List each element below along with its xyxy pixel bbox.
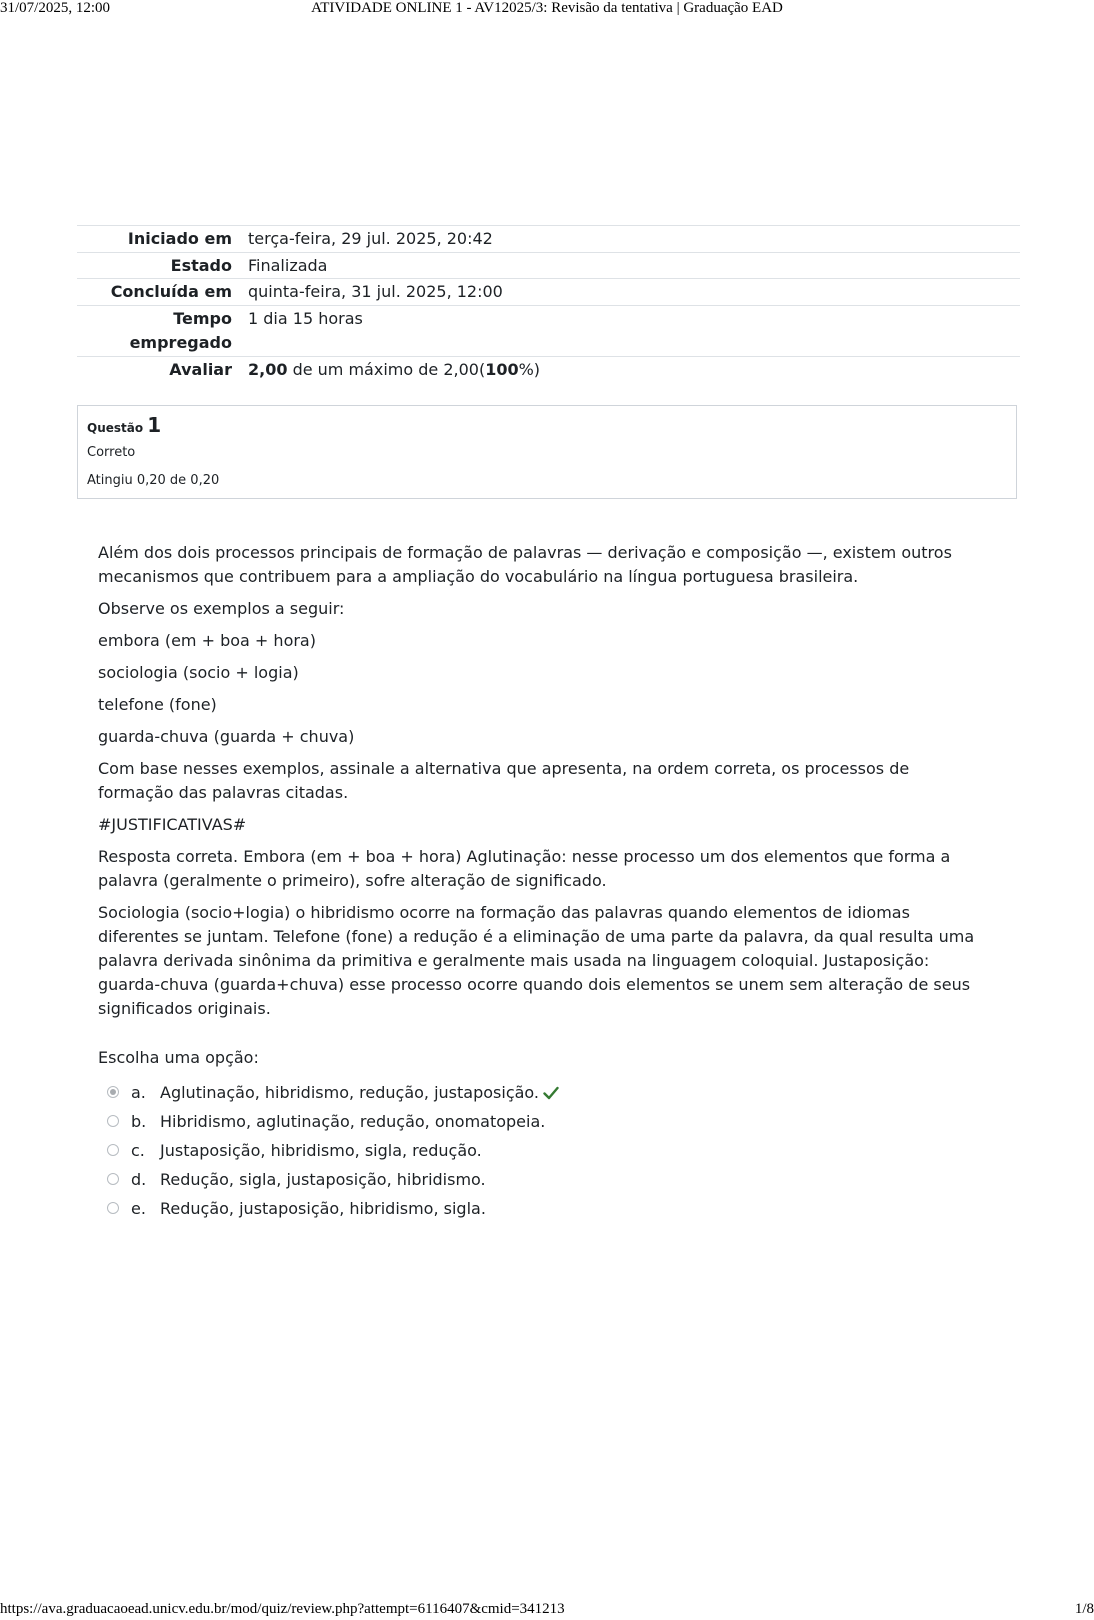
grade-value bbox=[248, 356, 1020, 382]
radio-selected-icon[interactable] bbox=[107, 1086, 119, 1098]
print-page-number: 1/8 bbox=[1074, 1601, 1094, 1617]
question-paragraph: sociologia (socio + logia) bbox=[98, 663, 299, 682]
time-value: 1 dia 15 horas bbox=[248, 308, 363, 328]
question-number bbox=[87, 413, 161, 437]
correct-check-icon bbox=[543, 1086, 559, 1100]
option-text: Redução, sigla, justaposição, hibridismo. bbox=[160, 1170, 486, 1189]
question-label: Questão bbox=[87, 421, 144, 435]
grade-middle: de um máximo de 2,00( bbox=[287, 359, 486, 379]
summary-row-state bbox=[77, 252, 1020, 279]
time-label-line-2: empregado bbox=[129, 333, 232, 352]
grade-score: 2,00 bbox=[248, 359, 288, 379]
question-paragraph: Com base nesses exemplos, assinale a alternativa que apresenta, na ordem correta, os processos de formação das palavras citadas. bbox=[98, 759, 910, 802]
grade-end: %) bbox=[518, 359, 541, 379]
question-paragraph: Observe os exemplos a seguir: bbox=[98, 599, 345, 618]
attempt-summary-table bbox=[77, 225, 1020, 382]
option-letter: b. bbox=[131, 1112, 147, 1131]
question-mark: Atingiu 0,20 de 0,20 bbox=[87, 473, 220, 488]
option-letter: e. bbox=[131, 1199, 146, 1218]
print-date: 31/07/2025, 12:00 bbox=[0, 0, 111, 16]
choose-option-prompt: Escolha uma opção: bbox=[98, 1048, 259, 1067]
time-label bbox=[77, 305, 248, 356]
option-letter: d. bbox=[131, 1170, 147, 1189]
option-text: Redução, justaposição, hibridismo, sigla. bbox=[160, 1199, 486, 1218]
radio-icon[interactable] bbox=[107, 1144, 119, 1156]
option-text: Aglutinação, hibridismo, redução, justaposição. bbox=[160, 1083, 540, 1102]
completed-label: Concluída em bbox=[110, 282, 232, 301]
state-value: Finalizada bbox=[248, 255, 328, 275]
question-paragraph: Além dos dois processos principais de formação de palavras — derivação e composição —, existem outros mecanismos que contribuem para a ampliação do vocabulário na língua portuguesa brasileira. bbox=[98, 543, 952, 586]
grade-label: Avaliar bbox=[169, 359, 232, 379]
started-value: terça-feira, 29 jul. 2025, 20:42 bbox=[248, 229, 493, 248]
option-text: Justaposição, hibridismo, sigla, redução. bbox=[160, 1141, 482, 1160]
question-info-box bbox=[77, 405, 1017, 499]
question-number-value: 1 bbox=[147, 413, 162, 437]
radio-icon[interactable] bbox=[107, 1115, 119, 1127]
question-paragraph: guarda-chuva (guarda + chuva) bbox=[98, 727, 355, 746]
started-label: Iniciado em bbox=[127, 229, 232, 248]
grade-percent: 100 bbox=[485, 359, 519, 379]
radio-icon[interactable] bbox=[107, 1173, 119, 1185]
print-footer bbox=[0, 1602, 1094, 1620]
state-label: Estado bbox=[170, 255, 232, 275]
print-header bbox=[0, 0, 1094, 18]
print-page-title: ATIVIDADE ONLINE 1 - AV12025/3: Revisão da tentativa | Graduação EAD bbox=[311, 0, 783, 16]
print-url: https://ava.graduacaoead.unicv.edu.br/mod/quiz/review.php?attempt=6116407&cmid=341213 bbox=[0, 1601, 565, 1617]
summary-row-started bbox=[77, 226, 1020, 253]
question-paragraph: Resposta correta. Embora (em + boa + hora) Aglutinação: nesse processo um dos elementos que forma a palavra (geralmente o primeiro), sofre alteração de significado. bbox=[98, 847, 951, 890]
option-letter: c. bbox=[131, 1141, 145, 1160]
summary-row-grade bbox=[77, 356, 1020, 382]
radio-icon[interactable] bbox=[107, 1202, 119, 1214]
option-text: Hibridismo, aglutinação, redução, onomatopeia. bbox=[160, 1112, 546, 1131]
question-paragraph: #JUSTIFICATIVAS# bbox=[98, 815, 247, 834]
option-text-wrap bbox=[160, 1083, 559, 1102]
summary-row-time bbox=[77, 305, 1020, 356]
question-state: Correto bbox=[87, 445, 136, 460]
question-paragraph: Sociologia (socio+logia) o hibridismo ocorre na formação das palavras quando elementos de idiomas diferentes se juntam. Telefone (fone) a redução é a eliminação de uma parte da palavra, da qual resulta uma palavra derivada sinônima da primitiva e geralmente mais usada na linguagem coloquial. Justaposição: guarda-chuva (guarda+chuva) esse processo ocorre quando dois elementos se unem sem alteração de seus significados originais. bbox=[98, 903, 975, 1018]
summary-row-completed bbox=[77, 279, 1020, 306]
question-paragraph: telefone (fone) bbox=[98, 695, 217, 714]
question-text bbox=[98, 541, 988, 1029]
time-label-line-1: Tempo bbox=[173, 308, 232, 328]
option-letter: a. bbox=[131, 1083, 146, 1102]
completed-value: quinta-feira, 31 jul. 2025, 12:00 bbox=[248, 282, 503, 301]
question-paragraph: embora (em + boa + hora) bbox=[98, 631, 316, 650]
